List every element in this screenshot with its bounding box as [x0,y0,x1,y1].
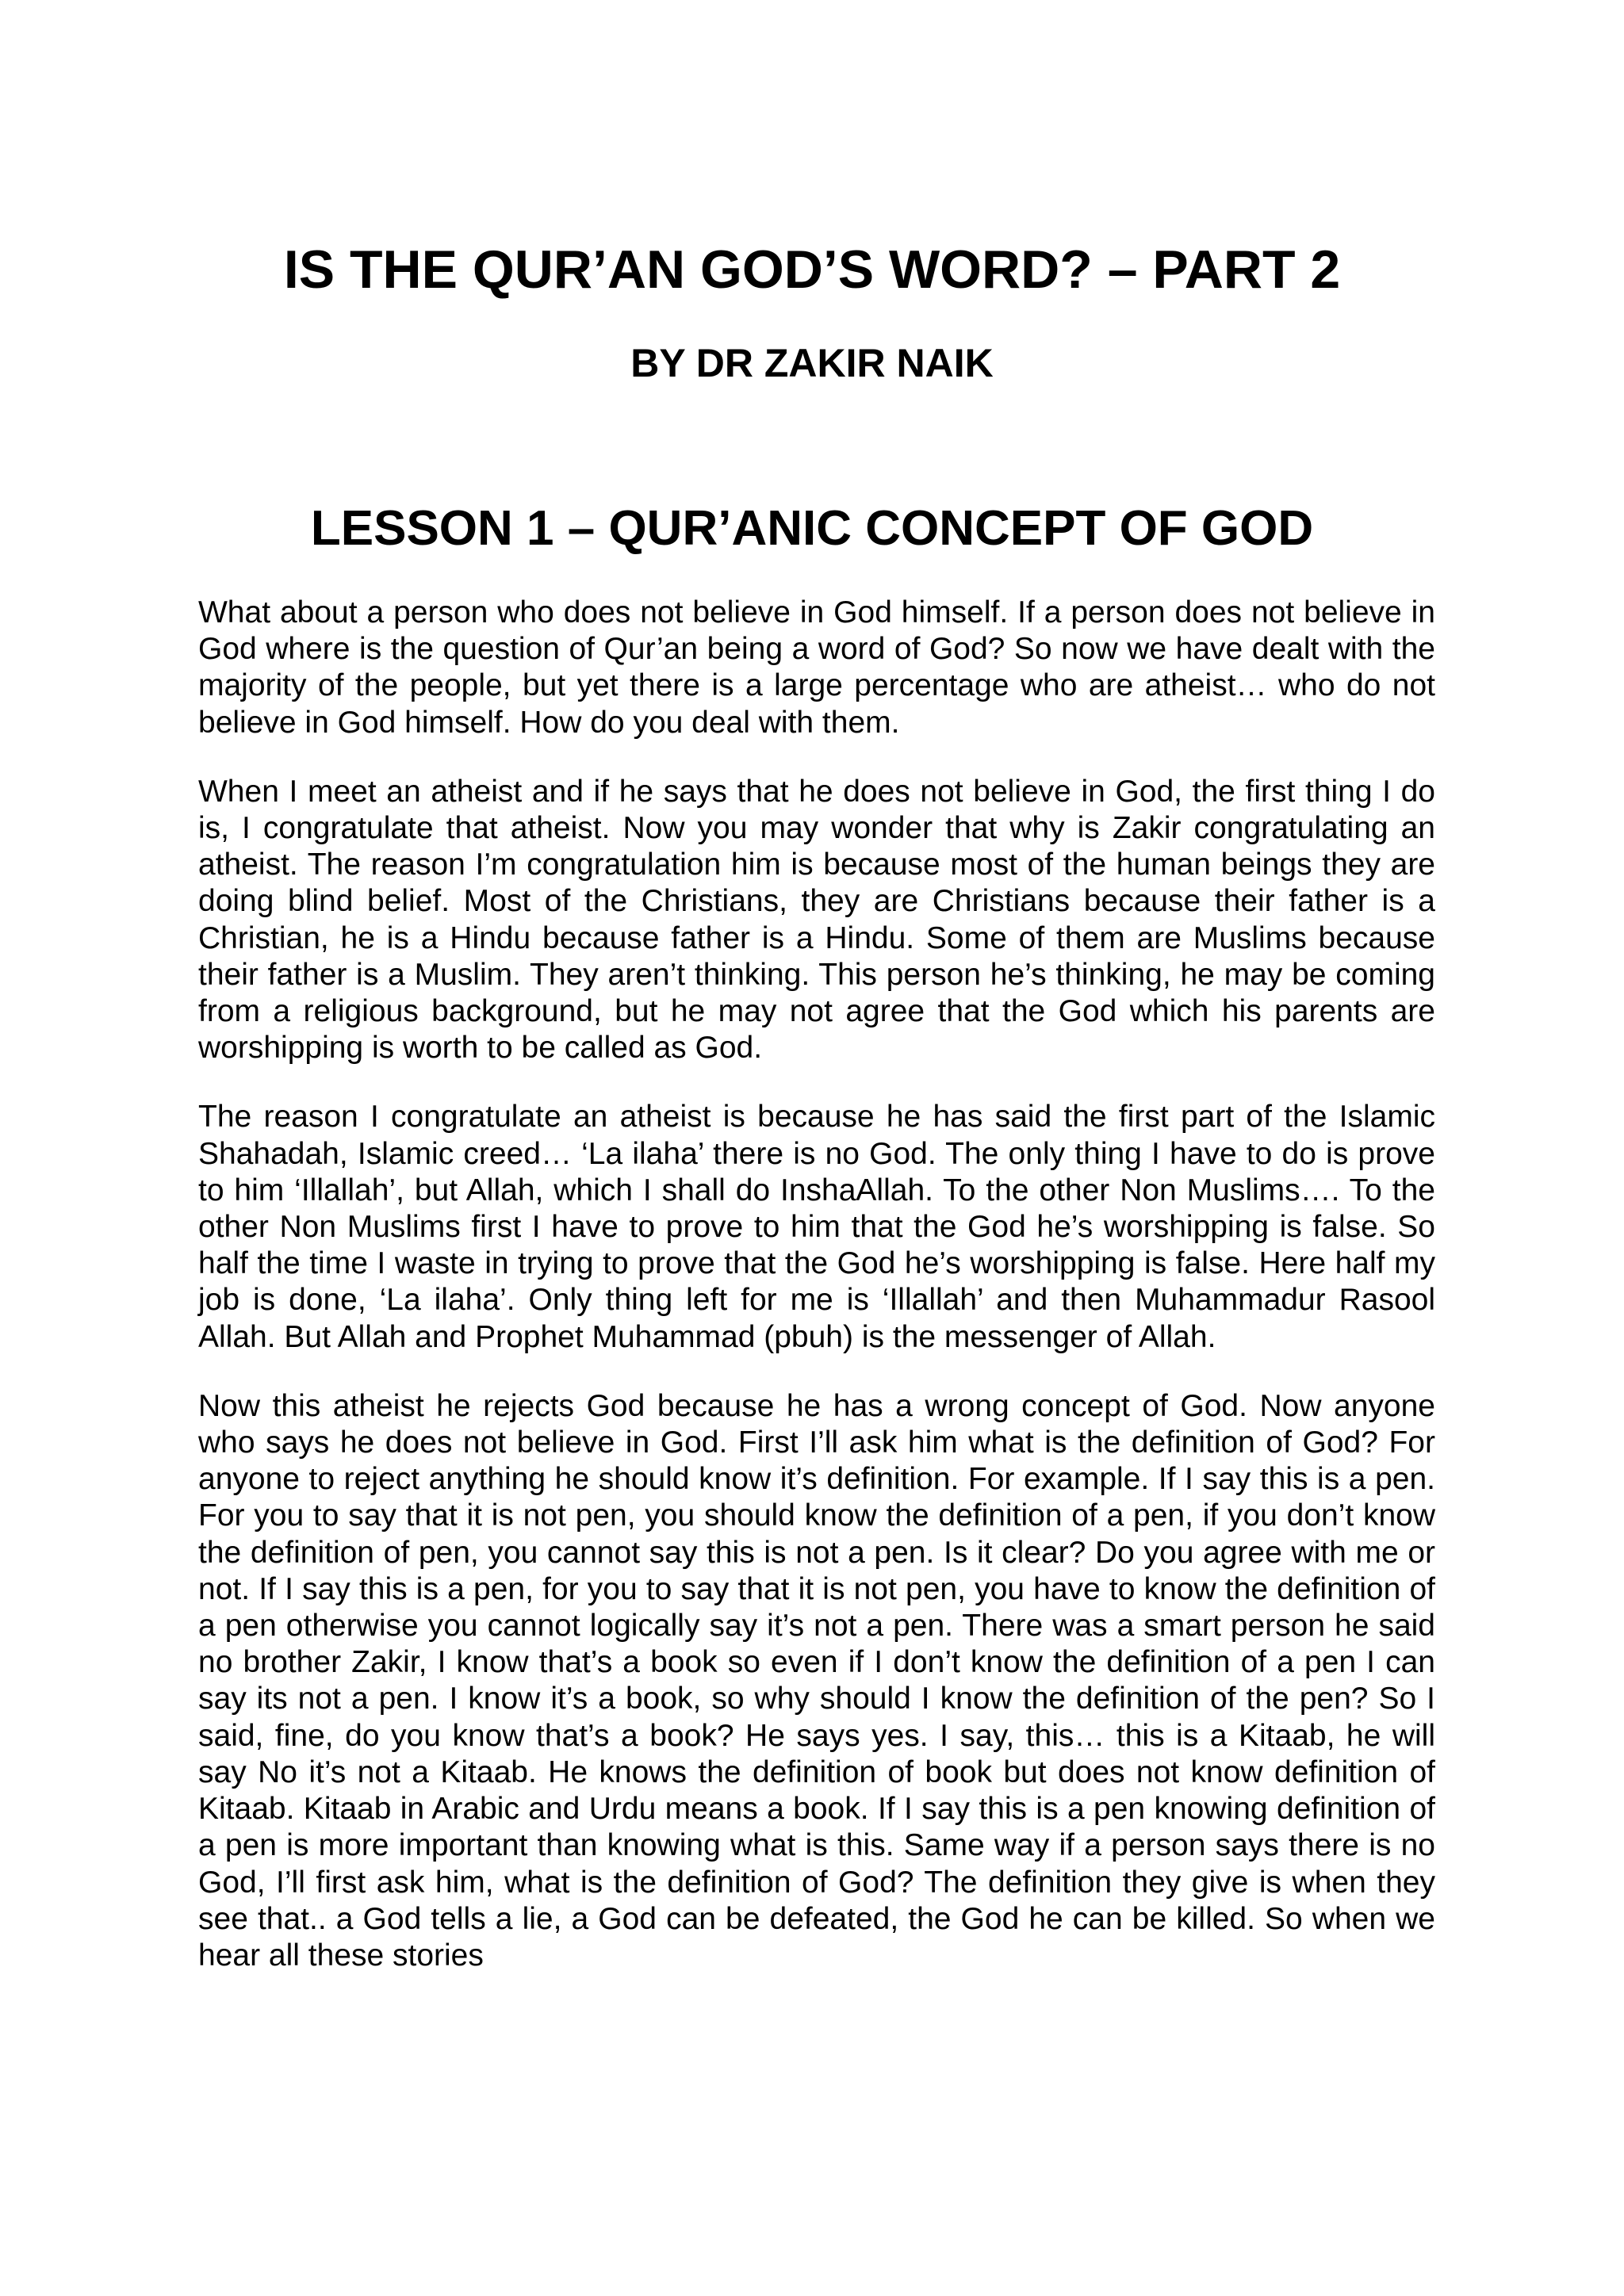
document-body [198,595,1435,1974]
body-paragraph: When I meet an atheist and if he says that he does not believe in God, the first thing I do is, I congratulate that atheist. Now you may wonder that why is Zakir congratulating an atheist. The reason I’m congratulation him is because most of the human beings they are doing blind belief. Most of the Christians, they are Christians because their father is a Christian, he is a Hindu because father is a Hindu. Some of them are Muslims because their father is a Muslim. They aren’t thinking. This person he’s thinking, he may be coming from a religious background, but he may not agree that the God which his parents are worshipping is worth to be called as God. [198,774,1435,1066]
body-paragraph: Now this atheist he rejects God because he has a wrong concept of God. Now anyone who says he does not believe in God. First I’ll ask him what is the definition of God? For anyone to reject anything he should know it’s definition. For example. If I say this is a pen. For you to say that it is not pen, you should know the definition of a pen, if you don’t know the definition of pen, you cannot say this is not a pen. Is it clear? Do you agree with me or not. If I say this is a pen, for you to say that it is not pen, you have to know the definition of a pen otherwise you cannot logically say it’s not a pen. There was a smart person he said no brother Zakir, I know that’s a book so even if I don’t know the definition of a pen I can say its not a pen. I know it’s a book, so why should I know the definition of the pen? So I said, fine, do you know that’s a book? He says yes. I say, this… this is a Kitaab, he will say No it’s not a Kitaab. He knows the definition of book but does not know definition of Kitaab. Kitaab in Arabic and Urdu means a book. If I say this is a pen knowing definition of a pen is more important than knowing what is this. Same way if a person says there is no God, I’ll first ask him, what is the definition of God? The definition they give is when they see that.. a God tells a lie, a God can be defeated, the God he can be killed. So when we hear all these stories [198,1388,1435,1973]
lesson-heading: LESSON 1 – QUR’ANIC CONCEPT OF GOD [310,501,1314,556]
body-paragraph: What about a person who does not believe in God himself. If a person does not believe in God where is the question of Qur’an being a word of God? So now we have dealt with the majority of the people, but yet there is a large percentage who are atheist… who do not believe in God himself. How do you deal with them. [198,595,1435,740]
body-paragraph: The reason I congratulate an atheist is because he has said the first part of the Islamic Shahadah, Islamic creed… ‘La ilaha’ there is no God. The only thing I have to do is prove to him ‘Illallah’, but Allah, which I shall do InshaAllah. To the other Non Muslims…. To the other Non Muslims first I have to prove to him that the God he’s worshipping is false. So half the time I waste in trying to prove that the God he’s worshipping is false. Here half my job is done, ‘La ilaha’. Only thing left for me is ‘Illallah’ and then Muhammadur Rasool Allah. But Allah and Prophet Muhammad (pbuh) is the messenger of Allah. [198,1100,1435,1354]
document-title: IS THE QUR’AN GOD’S WORD? – PART 2 [283,239,1341,300]
author-byline: BY DR ZAKIR NAIK [630,341,994,385]
